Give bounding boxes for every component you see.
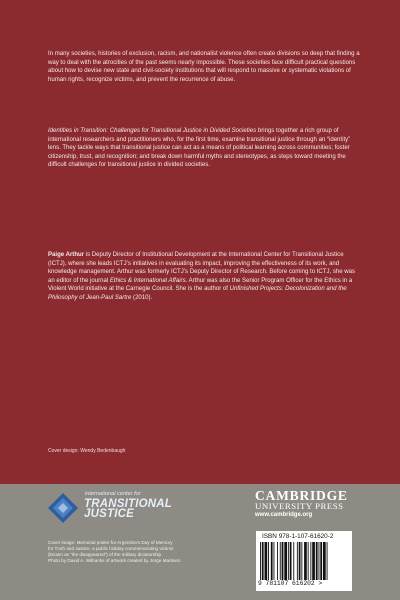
description-paragraph bbox=[48, 127, 362, 170]
cover-image-credit bbox=[48, 540, 228, 564]
book-title: Identities in Transition: Challenges for Transitional Justice in Divided Societies bbox=[48, 128, 257, 134]
intro-text: In many societies, histories of exclusion, racism, and nationalist violence often create divisions so deep that finding a way to deal with the atrocities of the past seems nearly impossible. These societies face difficult practical questions about how to devise new state and civil-society institutions that will respond to massive or systematic violations of human rights, recognize victims, and prevent the recurrence of abuse. bbox=[48, 51, 360, 83]
description-text: brings together a rich group of international researchers and practitioners who, for the first time, examine transitional justice through an “identity” lens. They tackle ways that transitional justice can act as a means of political learning across communities; foster citizenship, trust, and recognition; and break down harmful myths and stereotypes, as steps toward meeting the difficult challenges for transitional justice in divided societies. bbox=[48, 128, 351, 168]
bio-text-2: . Arthur was also the Senior Program Officer for the Ethics in a Violent World initiative at the Carnegie Council. She is the author of bbox=[48, 277, 353, 292]
barcode-icon bbox=[260, 542, 348, 580]
publisher-logo bbox=[255, 489, 375, 518]
isbn-barcode-block bbox=[256, 531, 352, 591]
journal-title: Ethics & International Affairs bbox=[109, 277, 186, 284]
cover-image-line-1: Cover image: Memorial poster for Argentina’s Day of Memory bbox=[48, 540, 173, 545]
ictj-transitional: TRANSITIONAL bbox=[84, 498, 173, 510]
publisher-url: www.cambridge.org bbox=[255, 512, 313, 518]
bio-text-1: is Deputy Director of Institutional Development at the International Center for Transitional Justice (ICTJ), where she leads ICTJ’s initiatives in evaluating its impact, improving the effectiveness of its work, and knowledge management. Arthur was formerly ICTJ’s Deputy Director of Research. Before coming to ICTJ, she was an editor of the journal bbox=[48, 252, 356, 284]
author-name: Paige Arthur bbox=[48, 252, 85, 258]
ictj-name-small: international center for bbox=[85, 491, 141, 497]
ictj-name-big bbox=[84, 499, 172, 519]
cover-image-line-3: (known as “the disappeared”) of the military dictatorship. bbox=[48, 552, 163, 558]
cover-image-line-4: Photo by David A. Wilbanks of artwork created by Jorge Martinez. bbox=[48, 558, 182, 564]
author-bio bbox=[48, 251, 362, 302]
ictj-diamond-icon bbox=[48, 493, 78, 523]
intro-paragraph bbox=[48, 50, 362, 84]
bio-text-3: (2010). bbox=[131, 294, 153, 301]
cover-image-line-2: for Truth and Justice, a public holiday commemorating victims bbox=[48, 546, 174, 552]
publisher-subname: UNIVERSITY PRESS bbox=[255, 501, 344, 511]
previous-book-title: Unfinished Projects: Decolonization and the Philosophy of Jean-Paul Sartre bbox=[48, 286, 347, 301]
ictj-justice: JUSTICE bbox=[84, 508, 134, 520]
barcode-digits: 9 781107 616202 > bbox=[258, 580, 323, 587]
isbn-number: ISBN 978-1-107-61620-2 bbox=[262, 533, 334, 540]
publisher-name: CAMBRIDGE bbox=[255, 488, 348, 503]
ictj-logo bbox=[48, 489, 198, 529]
cover-design-credit: Cover design: Wendy Bedenbaugh bbox=[48, 448, 126, 454]
